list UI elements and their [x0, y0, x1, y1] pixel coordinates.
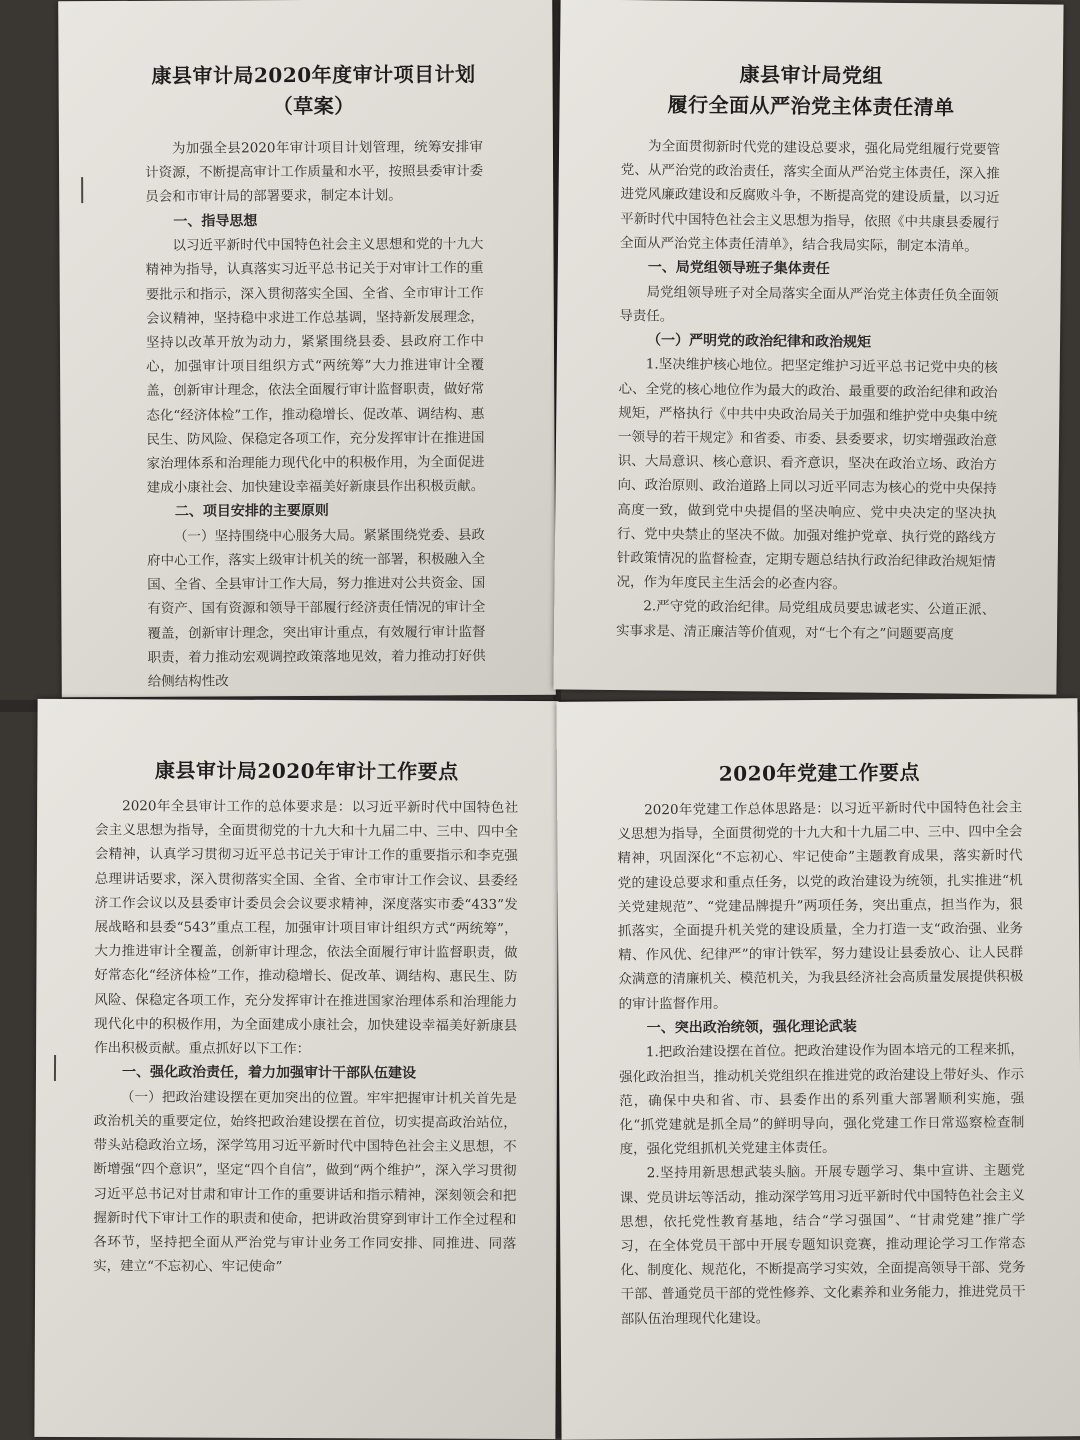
- document-title: 康县审计局2020年度审计项目计划: [151, 62, 476, 88]
- document-title: 康县审计局2020年审计工作要点: [154, 758, 459, 784]
- intro-paragraph: 为全面贯彻新时代党的建设总要求，强化局党组履行党要管党、从严治党的政治责任，落实全面从严治党主体责任，深入推进党风廉政建设和反腐败斗争，不断提高党的建设质量，以习近平新时代中国特色社会主义思想为指导，依照《中共康县委履行全面从严治党主体责任清单》，结合我局实际，制定本清单。: [619, 138, 1001, 255]
- document-body: [617, 757, 1026, 1332]
- document-body: [144, 59, 485, 694]
- binding-mark: [54, 1055, 56, 1081]
- document-title: 2020年党建工作要点: [718, 760, 921, 786]
- document-body: [93, 755, 518, 1280]
- section-heading: 二、项目安排的主要原则: [174, 503, 329, 521]
- document-party-building-points: [556, 698, 1080, 1440]
- document-body: [616, 58, 1001, 647]
- section-heading: 一、突出政治统领，强化理论武装: [646, 1018, 857, 1037]
- body-paragraph: （一）把政治建设摆在更加突出的位置。牢牢把握审计机关首先是政治机关的重要定位，始终把政治建设摆在首位，切实提高政治站位，带头站稳政治立场，深学笃用习近平新时代中国特色社会主义思想，不断增强“四个意识”，坚定“四个自信”，做到“两个维护”，深入学习贯彻习近平总书记对甘肃和审计工作的重要讲话和指示精神，深刻领会和把握新时代下审计工作的职责和使命，把讲政治贯穿到审计工作全过程和各环节，坚持把全面从严治党与审计业务工作同安排、同推进、同落实，建立“不忘初心、牢记使命”: [93, 1088, 517, 1276]
- body-paragraph: 以习近平新时代中国特色社会主义思想和党的十九大精神为指导，认真落实习近平总书记关于对审计工作的重要批示和指示，深入贯彻落实全国、全省、全市审计工作会议精神，坚持稳中求进工作总基调，坚持新发展理念，坚持以改革开放为动力，紧紧围绕县委、县政府工作中心，加强审计项目组织方式“两统筹”大力推进审计全覆盖，创新审计理念，依法全面履行审计监督职责，做好常态化“经济体检”工作，推动稳增长、促改革、调结构、惠民生、防风险、保稳定各项工作，充分发挥审计在推进国家治理体系和治理能力现代化中的积极作用，为全面促进建成小康社会、加快建设幸福美好新康县作出积极贡献。: [145, 236, 485, 496]
- document-audit-project-plan: [58, 0, 556, 697]
- document-audit-work-points: [34, 699, 558, 1439]
- section-heading: 一、局党组领导班子集体责任: [647, 259, 830, 278]
- body-paragraph: 1.坚决维护核心地位。把坚定维护习近平总书记党中央的核心、全党的核心地位作为最大的政治、最重要的政治纪律和政治规矩，严格执行《中共中央政治局关于加强和维护党中央集中统一领导的若干规定》和省委、市委、县委要求，切实增强政治意识、大局意识、核心意识、看齐意识，坚决在政治立场、政治方向、政治原则、政治道路上同以习近平同志为核心的党中央保持高度一致，做到党中央提倡的坚决响应、党中央决定的坚决执行、党中央禁止的坚决不做。加强对维护党章、执行党的路线方针政策情况的监督检查，定期专题总结执行政治纪律政治规矩情况，作为年度民主生活会的必查内容。: [616, 356, 998, 593]
- subsection-heading: （一）严明党的政治纪律和政治规矩: [646, 332, 872, 351]
- body-paragraph: （一）坚持围绕中心服务大局。紧紧围绕党委、县政府中心工作，落实上级审计机关的统一部署，积极融入全国、全省、全县审计工作大局，努力推进对公共资金、国有资产、国有资源和领导干部履行经济责任情况的审计全覆盖，创新审计理念，突出审计重点，有效履行审计监督职责，着力推动宏观调控政策落地见效，着力推动打好供给侧结构性改: [147, 526, 486, 690]
- body-paragraph: 局党组领导班子对全局落实全面从严治党主体责任负全面领导责任。: [619, 283, 999, 325]
- intro-paragraph: 2020年党建工作总体思路是：以习近平新时代中国特色社会主义思想为指导，全面贯彻党的十九大和十九届二中、三中、四中全会精神，巩固深化“不忘初心、牢记使命”主题教育成果，落实新时代党的建设总要求和重点任务，以党的政治建设为统领，扎实推进“机关党建规范”、“党建品牌提升”两项任务，突出重点，担当作为，狠抓落实，全面提升机关党的建设质量，全力打造一支“政治强、业务精、作风优、纪律严”的审计铁军，努力建设让县委放心、让人民群众满意的清廉机关、模范机关，为我县经济社会高质量发展提供积极的审计监督作用。: [617, 799, 1024, 1013]
- section-heading: 一、强化政治责任，着力加强审计干部队伍建设: [121, 1064, 417, 1082]
- intro-paragraph: 2020年全县审计工作的总体要求是：以习近平新时代中国特色社会主义思想为指导，全面贯彻党的十九大和十九届二中、三中、四中全会精神，认真学习贯彻习近平总书记关于审计工作的重要指示和李克强总理讲话要求，深入贯彻落实全国、全省、全市审计工作会议、县委经济工作会议以及县委审计委员会会议要求精神，深度落实市委“433”发展战略和县委“543”重点工程，加强审计项目审计组织方式“两统筹”，大力推进审计全覆盖，创新审计理念，依法全面履行审计监督职责，做好常态化“经济体检”工作，推动稳增长、促改革、调结构、惠民生、防风险、保稳定各项工作，充分发挥审计在推进国家治理体系和治理能力现代化中的积极作用，为全面建成小康社会，加快建设幸福美好新康县作出积极贡献。重点抓好以下工作：: [94, 798, 519, 1058]
- body-paragraph: 2.坚持用新思想武装头脑。开展专题学习、集中宣讲、主题党课、党员讲坛等活动，推动深学笃用习近平新时代中国特色社会主义思想，依托党性教育基地，结合“学习强国”、“甘肃党建”推广学习，在全体党员干部中开展专题知识竞赛，推动理论学习工作常态化、制度化、规范化，不断提高学习实效，全面提高领导干部、党务干部、普通党员干部的党性修养、文化素养和业务能力，推进党员干部队伍治理现代化建设。: [619, 1162, 1026, 1327]
- section-heading: 一、指导思想: [173, 212, 258, 230]
- body-paragraph: 2.严守党的政治纪律。局党组成员要忠诚老实、公道正派、实事求是、清正廉洁等价值观，对“七个有之”问题要高度: [615, 598, 996, 643]
- binding-mark: [81, 177, 83, 203]
- document-title-line2: 履行全面从严治党主体责任清单: [667, 92, 955, 120]
- intro-paragraph: 为加强全县2020年审计项目计划管理，统筹安排审计资源，不断提高审计工作质量和水平，按照县委审计委员会和市审计局的部署要求，制定本计划。: [145, 139, 484, 206]
- document-responsibility-list: [553, 0, 1063, 695]
- document-subtitle: （草案）: [272, 93, 355, 119]
- body-paragraph: 1.把政治建设摆在首位。把政治建设作为固本培元的工程来抓，强化政治担当，推动机关党组织在推进党的政治建设上带好头、作示范，确保中央和省、市、县委作出的系列重大部署顺利实施，强化“抓党建就是抓全局”的鲜明导向，强化党建工作日常巡察检查制度，强化党组抓机关党建主体责任。: [618, 1041, 1025, 1158]
- document-title-line1: 康县审计局党组: [739, 62, 884, 88]
